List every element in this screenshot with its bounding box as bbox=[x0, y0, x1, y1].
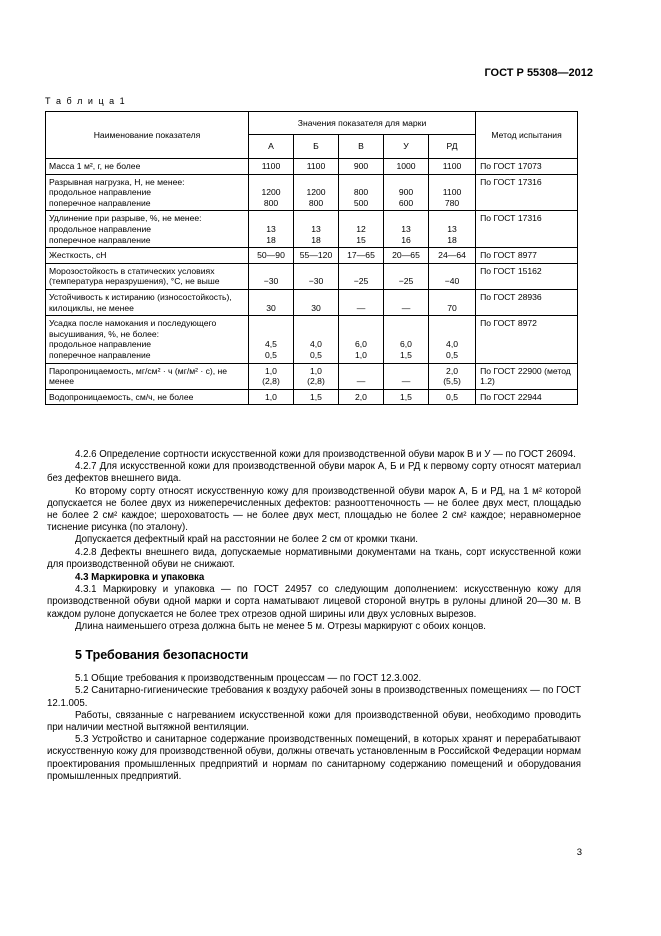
paragraph-4-3-1: 4.3.1 Маркировку и упаковка — по ГОСТ 24957 со следующим дополнением: искусственную кожу для производственной обуви одной марки и сорта наматывают лицевой стороной внутрь в рулоны длиной 20—30 м. В каждом рулоне допускается не более трех отрезов одной ширины или двух условных вырезов. bbox=[47, 584, 581, 620]
row-value: — bbox=[339, 363, 384, 389]
row-value: 2,0 (5,5) bbox=[429, 363, 476, 389]
row-method: По ГОСТ 17073 bbox=[476, 159, 578, 175]
page-number: 3 bbox=[576, 847, 582, 858]
row-value: 20—65 bbox=[384, 248, 429, 264]
row-value: 1100 bbox=[294, 159, 339, 175]
row-name: Усадка после намокания и последующего высушивания, %, не более: продольное направление поперечное направление bbox=[46, 316, 249, 363]
properties-table bbox=[45, 111, 578, 405]
paragraph-5-2-ventilation: Работы, связанные с нагреванием искусственной кожи для производственной обуви, необходимо проводить при наличии местной вытяжной вентиляции. bbox=[47, 709, 581, 734]
row-value: — bbox=[384, 363, 429, 389]
table-row bbox=[46, 289, 578, 315]
row-method: По ГОСТ 17316 bbox=[476, 174, 578, 211]
header-mark: А bbox=[249, 135, 294, 159]
row-value: 1100 780 bbox=[429, 174, 476, 211]
row-value: −25 bbox=[384, 263, 429, 289]
row-value: 6,0 1,0 bbox=[339, 316, 384, 363]
row-value: −25 bbox=[339, 263, 384, 289]
row-value: −40 bbox=[429, 263, 476, 289]
row-method: По ГОСТ 15162 bbox=[476, 263, 578, 289]
row-value: 13 18 bbox=[249, 211, 294, 248]
table-row bbox=[46, 363, 578, 389]
row-name: Удлинение при разрыве, %, не менее: продольное направление поперечное направление bbox=[46, 211, 249, 248]
row-value: 1200 800 bbox=[294, 174, 339, 211]
row-value: 800 500 bbox=[339, 174, 384, 211]
row-value: 70 bbox=[429, 289, 476, 315]
document-body bbox=[47, 449, 581, 783]
header-indicator-name: Наименование показателя bbox=[46, 112, 249, 159]
row-method: По ГОСТ 28936 bbox=[476, 289, 578, 315]
paragraph-4-2-8: 4.2.8 Дефекты внешнего вида, допускаемые нормативными документами на ткань, сорт искусственной кожи для производственной обуви не снижают. bbox=[47, 546, 581, 570]
subsection-heading-4-3: 4.3 Маркировка и упаковка bbox=[75, 572, 205, 584]
row-name: Масса 1 м², г, не более bbox=[46, 159, 249, 175]
row-value: 50—90 bbox=[249, 248, 294, 264]
row-value: 30 bbox=[294, 289, 339, 315]
row-value: 0,5 bbox=[429, 389, 476, 405]
table-row bbox=[46, 174, 578, 211]
header-mark: РД bbox=[429, 135, 476, 159]
row-value: −30 bbox=[294, 263, 339, 289]
document-code: ГОСТ Р 55308—2012 bbox=[484, 67, 593, 79]
row-value: 6,0 1,5 bbox=[384, 316, 429, 363]
row-value: 1,0 (2,8) bbox=[294, 363, 339, 389]
row-name: Разрывная нагрузка, Н, не менее: продольное направление поперечное направление bbox=[46, 174, 249, 211]
row-value: — bbox=[384, 289, 429, 315]
row-method: По ГОСТ 22900 (метод 1.2) bbox=[476, 363, 578, 389]
row-method: По ГОСТ 17316 bbox=[476, 211, 578, 248]
row-value: 900 600 bbox=[384, 174, 429, 211]
table-row bbox=[46, 263, 578, 289]
row-value: 1200 800 bbox=[249, 174, 294, 211]
paragraph-4-3-1-length: Длина наименьшего отреза должна быть не менее 5 м. Отрезы маркируют с обоих концов. bbox=[75, 620, 486, 632]
paragraph-4-2-7-second-grade: Ко второму сорту относят искусственную кожу для производственной обуви марок А, Б и РД, на 1 м² которой допускается не более двух из нижеперечисленных дефектов: разнооттеночность — не более двух мест, площадью не более 2 см² каждое; шероховатость — не более двух мест, площадью не более 2 см² каждое; неравномерное тиснение рисунка (по эталону). bbox=[47, 485, 581, 534]
row-value: 2,0 bbox=[339, 389, 384, 405]
row-value: 4,5 0,5 bbox=[249, 316, 294, 363]
paragraph-5-2: 5.2 Санитарно-гигиенические требования к воздуху рабочей зоны в производственных помещениях — по ГОСТ 12.1.005. bbox=[47, 685, 581, 709]
row-value: 12 15 bbox=[339, 211, 384, 248]
row-value: 55—120 bbox=[294, 248, 339, 264]
row-name: Водопроницаемость, см/ч, не более bbox=[46, 389, 249, 405]
row-name: Жесткость, сН bbox=[46, 248, 249, 264]
section-heading-5: 5 Требования безопасности bbox=[75, 648, 249, 663]
row-value: 17—65 bbox=[339, 248, 384, 264]
paragraph-4-2-7: 4.2.7 Для искусственной кожи для производственной обуви марок А, Б и РД к первому сорту относят материал без дефектов внешнего вида. bbox=[47, 461, 581, 485]
row-value: 1,0 bbox=[249, 389, 294, 405]
row-value: 1100 bbox=[249, 159, 294, 175]
row-value: 30 bbox=[249, 289, 294, 315]
row-value: — bbox=[339, 289, 384, 315]
table-row bbox=[46, 159, 578, 175]
row-method: По ГОСТ 8977 bbox=[476, 248, 578, 264]
row-value: 1100 bbox=[429, 159, 476, 175]
table-row bbox=[46, 389, 578, 405]
table-row bbox=[46, 248, 578, 264]
header-mark-values: Значения показателя для марки bbox=[249, 112, 476, 135]
row-value: 1,5 bbox=[384, 389, 429, 405]
table-caption: Т а б л и ц а 1 bbox=[45, 96, 127, 106]
paragraph-4-2-6: 4.2.6 Определение сортности искусственной кожи для производственной обуви марок В и У — по ГОСТ 26094. bbox=[75, 449, 576, 460]
table-row bbox=[46, 316, 578, 363]
paragraph-5-1: 5.1 Общие требования к производственным процессам — по ГОСТ 12.3.002. bbox=[75, 673, 422, 685]
row-value: 1,0 (2,8) bbox=[249, 363, 294, 389]
row-name: Устойчивость к истиранию (износостойкость), килоциклы, не менее bbox=[46, 289, 249, 315]
row-value: 13 18 bbox=[294, 211, 339, 248]
header-mark: В bbox=[339, 135, 384, 159]
row-value: 13 16 bbox=[384, 211, 429, 248]
table-row bbox=[46, 211, 578, 248]
row-value: 13 18 bbox=[429, 211, 476, 248]
header-mark: У bbox=[384, 135, 429, 159]
row-method: По ГОСТ 22944 bbox=[476, 389, 578, 405]
row-value: 4,0 0,5 bbox=[294, 316, 339, 363]
row-value: −30 bbox=[249, 263, 294, 289]
header-test-method: Метод испытания bbox=[476, 112, 578, 159]
row-value: 4,0 0,5 bbox=[429, 316, 476, 363]
row-value: 1,5 bbox=[294, 389, 339, 405]
row-method: По ГОСТ 8972 bbox=[476, 316, 578, 363]
row-value: 900 bbox=[339, 159, 384, 175]
paragraph-4-2-7-edge: Допускается дефектный край на расстоянии не более 2 см от кромки ткани. bbox=[75, 534, 418, 546]
row-name: Морозостойкость в статических условиях (температура неразрушения), °С, не выше bbox=[46, 263, 249, 289]
header-mark: Б bbox=[294, 135, 339, 159]
row-value: 24—64 bbox=[429, 248, 476, 264]
paragraph-5-3: 5.3 Устройство и санитарное содержание производственных помещений, в которых хранят и перерабатывают искусственную кожу для производственной обуви, должны отвечать установленным в Российской Федерации нормам проектирования промышленных предприятий и нормам по санитарному содержанию помещений и оборудования промышленных предприятий. bbox=[47, 734, 581, 782]
row-value: 1000 bbox=[384, 159, 429, 175]
row-name: Паропроницаемость, мг/см² · ч (мг/м² · с), не менее bbox=[46, 363, 249, 389]
